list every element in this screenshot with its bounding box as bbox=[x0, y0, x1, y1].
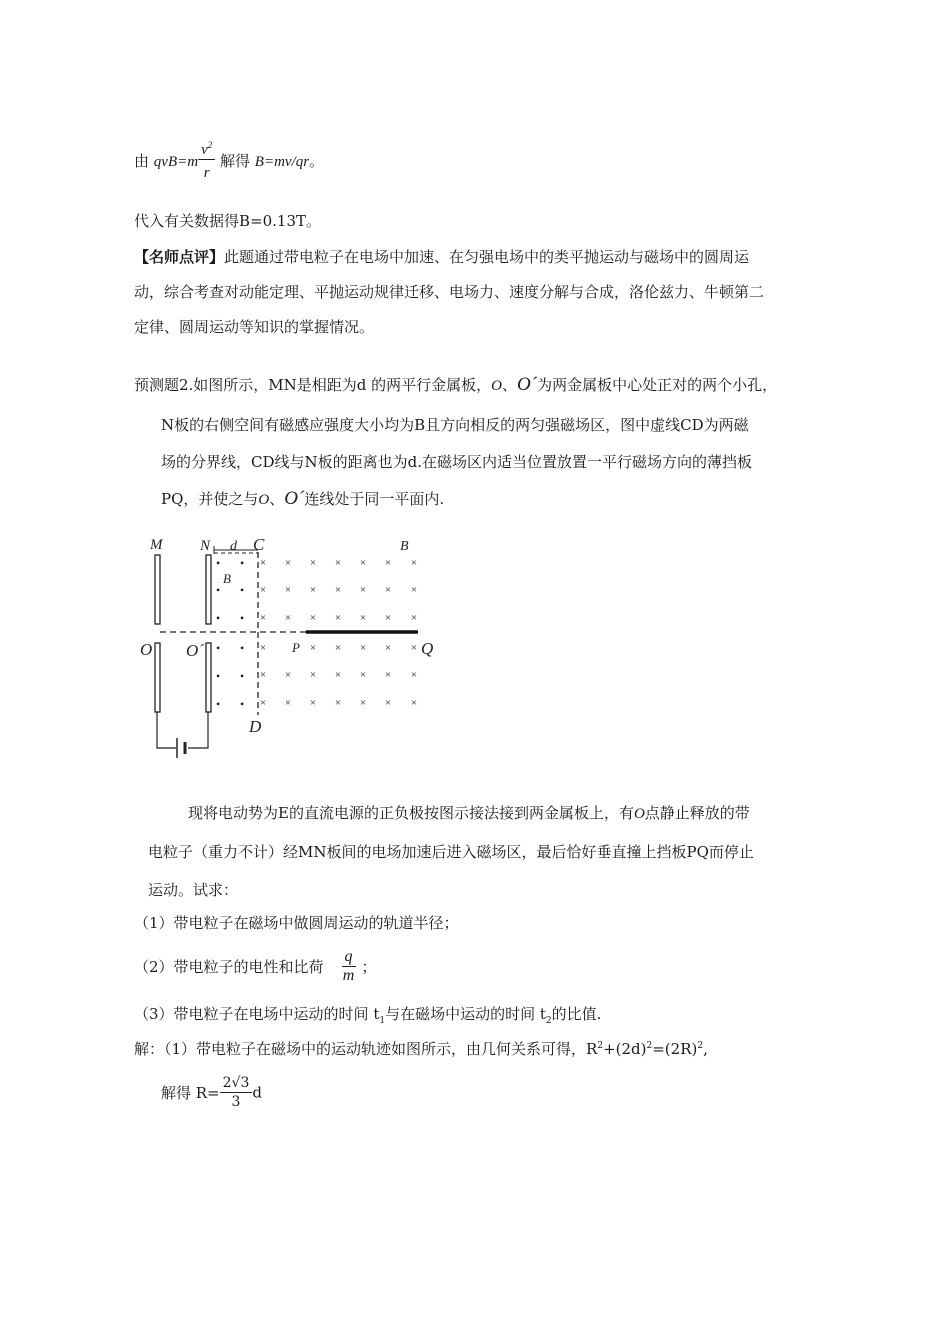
cross: × bbox=[334, 697, 342, 709]
label-c: C bbox=[253, 535, 265, 554]
cross: × bbox=[259, 584, 267, 596]
ratio-numerator: q bbox=[342, 948, 356, 967]
superscript: 2 bbox=[646, 1041, 653, 1051]
problem-line-3: 场的分界线，CD线与N板的距离也为d.在磁场区内适当位置放置一平行磁场方向的薄挡板 bbox=[161, 453, 753, 471]
fraction-superscript: 2 bbox=[207, 140, 213, 150]
problem-text-1b: 为两金属板中心处正对的两个小孔， bbox=[537, 376, 778, 394]
point-o: O bbox=[633, 806, 645, 822]
label-o-prime: O´ bbox=[186, 641, 204, 660]
point-o: O bbox=[491, 378, 503, 394]
cross: × bbox=[259, 642, 267, 654]
point-o-prime: O´ bbox=[517, 374, 538, 395]
cross: × bbox=[410, 642, 418, 654]
cross: × bbox=[410, 697, 418, 709]
label-d: d bbox=[230, 539, 237, 554]
cross: × bbox=[410, 669, 418, 681]
problem-text-4b: 连线处于同一平面内. bbox=[304, 490, 445, 508]
cross: × bbox=[309, 557, 317, 569]
cross: × bbox=[384, 697, 392, 709]
formula-line bbox=[134, 142, 324, 182]
fraction-numerator: v bbox=[201, 142, 208, 158]
circuit-wire-right bbox=[188, 712, 208, 748]
cross: × bbox=[284, 584, 292, 596]
problem-text-1a: 预测题2.如图所示，MN是相距为d 的两平行金属板， bbox=[134, 376, 492, 394]
cross: × bbox=[284, 557, 292, 569]
charge-mass-ratio bbox=[342, 948, 356, 985]
cross: × bbox=[259, 612, 267, 624]
radius-numerator: 2√3 bbox=[220, 1074, 253, 1093]
review-line-2: 动，综合考查对动能定理、平抛运动规律迁移、电场力、速度分解与合成，洛伦兹力、牛顿第二 bbox=[134, 283, 765, 301]
cross: × bbox=[309, 669, 317, 681]
dot: • bbox=[240, 669, 245, 683]
separator: 、 bbox=[269, 490, 285, 508]
cross: × bbox=[359, 669, 367, 681]
point-o-prime: O´ bbox=[284, 488, 305, 509]
question-2 bbox=[134, 948, 377, 985]
solution-text-d: , bbox=[703, 1040, 708, 1058]
label-b-left: B bbox=[223, 571, 231, 586]
label-d-bottom: D bbox=[249, 717, 262, 736]
problem-line-1 bbox=[134, 374, 777, 396]
cross: × bbox=[284, 697, 292, 709]
subscript-1: 1 bbox=[379, 1016, 386, 1026]
substitution-line: 代入有关数据得B=0.13T。 bbox=[134, 212, 321, 230]
plate-m-top bbox=[155, 555, 160, 624]
ratio-denominator: m bbox=[342, 967, 355, 984]
dot: • bbox=[216, 611, 221, 625]
dot: • bbox=[240, 583, 245, 597]
cross: × bbox=[359, 642, 367, 654]
cross: × bbox=[410, 612, 418, 624]
plate-n-bottom bbox=[206, 643, 211, 712]
setup-line-2: 电粒子（重力不计）经MN板间的电场加速后进入磁场区，最后恰好垂直撞上挡板PQ而停止 bbox=[148, 843, 754, 861]
dot: • bbox=[240, 641, 245, 655]
formula-fraction bbox=[198, 136, 215, 182]
label-n: N bbox=[200, 538, 211, 554]
solution-line-2 bbox=[161, 1074, 262, 1111]
cross: × bbox=[309, 612, 317, 624]
question-2-end: ； bbox=[361, 958, 377, 976]
cross: × bbox=[309, 642, 317, 654]
cross: × bbox=[334, 584, 342, 596]
cross: × bbox=[384, 557, 392, 569]
cross: × bbox=[259, 697, 267, 709]
question-2-text: （2）带电粒子的电性和比荷 bbox=[134, 958, 324, 976]
cross: × bbox=[359, 584, 367, 596]
plate-m-bottom bbox=[155, 643, 160, 712]
label-o: O bbox=[140, 640, 153, 659]
dot: • bbox=[240, 611, 245, 625]
setup-text-1b: 点静止释放的带 bbox=[644, 804, 750, 822]
cross: × bbox=[384, 642, 392, 654]
question-1: （1）带电粒子在磁场中做圆周运动的轨道半径； bbox=[134, 914, 459, 932]
cross: × bbox=[359, 612, 367, 624]
separator: 、 bbox=[502, 376, 518, 394]
formula-result: B=mv/qr bbox=[254, 154, 310, 170]
solution-text-b: +(2d) bbox=[603, 1040, 647, 1058]
cross: × bbox=[259, 557, 267, 569]
cross: × bbox=[259, 669, 267, 681]
review-tag: 【名师点评】 bbox=[134, 248, 225, 266]
solution-result-label: 解得 R= bbox=[161, 1084, 220, 1102]
cross: × bbox=[410, 584, 418, 596]
question-3-text-b: 与在磁场中运动的时间 t bbox=[385, 1005, 546, 1023]
cross: × bbox=[284, 612, 292, 624]
cross: × bbox=[334, 642, 342, 654]
cross: × bbox=[384, 584, 392, 596]
cross: × bbox=[334, 669, 342, 681]
point-o: O bbox=[258, 492, 270, 508]
radius-unit: d bbox=[252, 1083, 262, 1102]
label-b-top: B bbox=[400, 539, 409, 554]
superscript: 2 bbox=[597, 1041, 604, 1051]
dot: • bbox=[216, 583, 221, 597]
cross: × bbox=[334, 612, 342, 624]
formula-end: 。 bbox=[309, 152, 325, 170]
cross: × bbox=[284, 669, 292, 681]
plate-n-top bbox=[206, 555, 211, 624]
review-line-3: 定律、圆周运动等知识的掌握情况。 bbox=[134, 318, 375, 336]
cross: × bbox=[410, 557, 418, 569]
radius-fraction bbox=[220, 1074, 253, 1111]
problem-text-4a: PQ，并使之与 bbox=[161, 490, 259, 508]
solution-text-a: 解：（1）带电粒子在磁场中的运动轨迹如图所示，由几何关系可得，R bbox=[134, 1040, 598, 1058]
solution-line-1 bbox=[134, 1038, 708, 1059]
cross: × bbox=[309, 584, 317, 596]
setup-line-1 bbox=[188, 802, 750, 823]
superscript: 2 bbox=[697, 1041, 704, 1051]
setup-line-3: 运动。试求： bbox=[148, 881, 239, 899]
dot: • bbox=[216, 556, 221, 570]
solution-text-c: =(2R) bbox=[652, 1040, 698, 1058]
circuit-wire bbox=[157, 712, 176, 748]
dot: • bbox=[240, 556, 245, 570]
formula-mid: 解得 bbox=[215, 152, 255, 170]
label-q: Q bbox=[421, 639, 434, 658]
radius-denominator: 3 bbox=[231, 1094, 241, 1110]
cross: × bbox=[384, 669, 392, 681]
subscript-2: 2 bbox=[545, 1016, 552, 1026]
cross: × bbox=[359, 557, 367, 569]
problem-line-4 bbox=[161, 488, 444, 510]
review-text-1: 此题通过带电粒子在电场中加速、在匀强电场中的类平抛运动与磁场中的圆周运 bbox=[224, 248, 750, 266]
dot: • bbox=[216, 697, 221, 711]
label-m: M bbox=[150, 537, 163, 553]
label-p: P bbox=[292, 640, 300, 655]
cross: × bbox=[309, 697, 317, 709]
question-3-text-a: （3）带电粒子在电场中运动的时间 t bbox=[134, 1005, 380, 1023]
physics-figure bbox=[130, 530, 450, 760]
cross: × bbox=[384, 612, 392, 624]
dot: • bbox=[240, 697, 245, 711]
cross: × bbox=[334, 557, 342, 569]
question-3-text-c: 的比值. bbox=[551, 1005, 602, 1023]
formula-lhs: qvB=m bbox=[153, 154, 199, 170]
fraction-denominator: r bbox=[203, 165, 210, 181]
cross: × bbox=[359, 697, 367, 709]
formula-prefix: 由 bbox=[134, 152, 154, 170]
problem-line-2: N板的右侧空间有磁感应强度大小均为B且方向相反的两匀强磁场区，图中虚线CD为两磁 bbox=[161, 416, 749, 434]
dot: • bbox=[216, 669, 221, 683]
question-3 bbox=[134, 1003, 601, 1026]
dot: • bbox=[216, 641, 221, 655]
review-line-1 bbox=[134, 246, 749, 267]
setup-text-1a: 现将电动势为E的直流电源的正负极按图示接法接到两金属板上，有 bbox=[188, 804, 634, 822]
